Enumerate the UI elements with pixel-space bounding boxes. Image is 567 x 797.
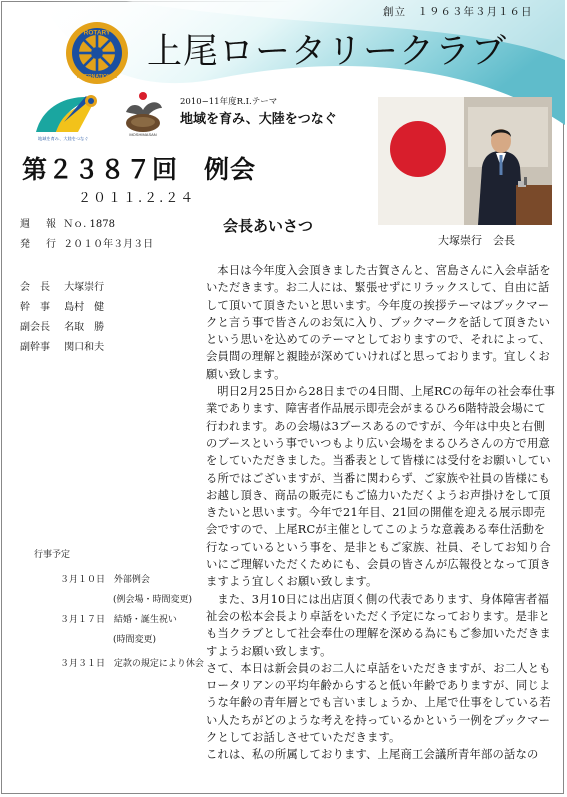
schedule-heading: 行事予定 (34, 550, 71, 560)
officer-row (20, 318, 104, 333)
weekly-label: 週 報 (20, 219, 59, 230)
officer-role: 副会長 (20, 322, 50, 333)
officer-name: 大塚崇行 (64, 282, 105, 293)
article-paragraph: 本日は今年度入会頂きました古賀さんと、宮島さんに入会卓話をいただきます。お二人には、緊張せずにリラックスして、自由に話して頂いて頂きたいと思います。今年度の挨拶テーマはブックマークと言う事で皆さんのお気に入り、ブックマークを話して頂きたいという思いを込めてのテーマとしておりますので、それによって、会員間の理解と親睦が深めていければと思っております。宜しくお願い致します。 (206, 264, 551, 381)
officer-role: 幹 事 (20, 302, 50, 313)
theme-logo (34, 92, 104, 142)
schedule-desc: 外部例会 (113, 575, 150, 585)
photo-caption: 大塚崇行 会長 (438, 234, 515, 247)
logo-bottom-text: INTERNATIONAL (76, 74, 118, 80)
article-body (206, 262, 556, 764)
schedule-desc: 結婚・誕生祝い (113, 615, 177, 625)
president-photo (378, 97, 552, 225)
article-title: 会長あいさつ (223, 217, 314, 235)
schedule-date: ３月１７日 (60, 615, 106, 625)
officer-row (20, 298, 104, 313)
issue-value: ２０１０年３月３日 (63, 239, 154, 250)
theme-logo-caption: 地域を育み、大陸をつなぐ (38, 136, 89, 141)
article-paragraph: また、3月10日には出店頂く側の代表であります、身体障害者福祉会の松本会長より卓話をいただく予定になっております。是非とも当クラブとして社会奉仕の理解を深める為にもご参加いただきますようお願い致します。 (206, 592, 551, 658)
issue-label: 発 行 (20, 239, 59, 250)
officer-name: 名取 勝 (64, 322, 105, 333)
peace-logo-text: MOSHIMASAN (129, 132, 157, 137)
schedule-note: (時間変更) (113, 635, 157, 645)
schedule-date: ３月１０日 (60, 575, 106, 585)
article-paragraph: これは、私の所属しております、上尾商工会議所青年部の話なの (206, 748, 539, 762)
schedule-item (60, 572, 150, 585)
schedule-note: (例会場・時間変更) (113, 595, 193, 605)
founded-date: 創立 １９６３年３月１６日 (383, 6, 533, 18)
rotary-logo (64, 20, 130, 86)
officer-name: 島村 健 (64, 302, 105, 313)
flag-sun-icon (390, 121, 446, 177)
weekly-value: Ｎｏ. 1878 (63, 219, 115, 230)
officer-role: 会 長 (20, 282, 50, 293)
officer-row (20, 278, 104, 293)
issue-date (20, 235, 153, 250)
article-paragraph: 明日2月25日から28日までの4日間、上尾RCの毎年の社会奉仕事業であります、障害者作品展示即売会がまるひろ6階特設会場にて行われます。あの会場は3ブースあるのですが、今年は中央と右側のブースという事でいつもより広い会場をまるひろさんの方で用意をしていただきました。当番表として皆様には受付をお願いしている所ではございますが、当番に関わらず、ご家族や社員の皆様にもお越し頂き、商品の販売にもご協力いただくようお声掛けをして頂きたいと思います。今年で21年目、21回の開催を迎える展示即売会ですので、上尾RCが主催としてこのような意義ある奉仕活動を行なっているという事を、是非ともご家族、社員、そしてお知り合いにご理解いただくためにも、会員の皆さんが広報役となって頂きますよう宜しくお願い致します。 (206, 385, 556, 589)
theme-text: 地域を育み、大陸をつなぐ (180, 112, 337, 127)
schedule-date: ３月３１日 (60, 659, 106, 669)
schedule-item (60, 612, 177, 625)
officer-name: 関口和夫 (64, 342, 105, 353)
officer-role: 副幹事 (20, 342, 50, 353)
club-name: 上尾ロータリークラブ (147, 32, 508, 72)
meeting-date: ２０１１.２.２４ (78, 191, 196, 206)
schedule-desc: 定款の規定により休会 (113, 659, 204, 669)
schedule-item (60, 656, 204, 669)
logo-top-text: ROTARY (83, 29, 111, 37)
article-paragraph: さて、本日は新会員のお二人に卓話をいただきますが、お二人ともロータリアンの平均年齢からすると低い年齢でありますが、同じような年齢の青年層とでも言いましょうか、上尾で仕事をしている若い人たちがどのような考えを持っているかという一例をブックマークとしてお話しさせていただきます。 (206, 661, 551, 745)
peace-dove-logo (116, 90, 170, 138)
meeting-title: 第２３８７回 例会 (22, 155, 257, 184)
weekly-number (20, 215, 115, 230)
theme-label: 2010−11年度R.I.テーマ (180, 97, 278, 107)
officer-row (20, 338, 104, 353)
